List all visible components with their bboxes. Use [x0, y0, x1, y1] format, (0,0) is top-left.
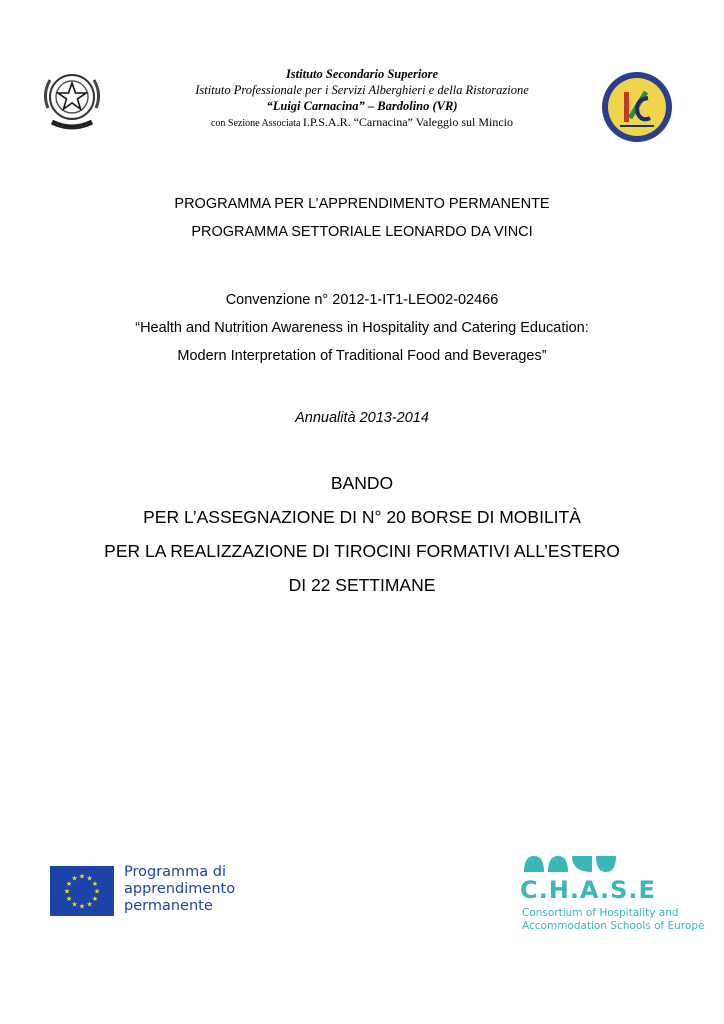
eu-flag-icon — [50, 866, 114, 916]
eu-text-line-2: apprendimento — [124, 881, 236, 897]
chase-subtitle-line-2: Accommodation Schools of Europe — [522, 920, 705, 932]
school-header — [160, 66, 564, 132]
header-line-4-main: I.P.S.A.R. “Carnacina” Valeggio sul Mincio — [302, 115, 513, 129]
eu-star-icon: ★ — [65, 881, 73, 888]
chase-subtitle — [522, 907, 704, 933]
chase-subtitle-line-1: Consortium of Hospitality and — [522, 907, 679, 919]
bando-line-3: PER LA REALIZZAZIONE DI TIROCINI FORMATIVI ALL’ESTERO — [104, 541, 620, 561]
bando-line-4: DI 22 SETTIMANE — [288, 575, 436, 595]
convention-title-line-2: Modern Interpretation of Traditional Food and Beverages” — [177, 348, 547, 364]
annuality: Annualità 2013-2014 — [295, 410, 429, 426]
eu-star-icon: ★ — [91, 896, 99, 903]
eu-star-icon: ★ — [86, 901, 93, 909]
italian-republic-emblem-icon — [40, 64, 104, 134]
program-line-2: PROGRAMMA SETTORIALE LEONARDO DA VINCI — [191, 224, 533, 240]
eu-star-icon: ★ — [91, 881, 99, 888]
program-line-1: PROGRAMMA PER L’APPRENDIMENTO PERMANENTE — [174, 196, 550, 212]
ipsar-school-logo-icon — [600, 70, 674, 144]
eu-text-line-3: permanente — [124, 898, 213, 914]
header-line-1: Istituto Secondario Superiore — [285, 67, 439, 81]
eu-programme-logo-text — [124, 864, 235, 915]
header-line-4 — [160, 114, 564, 132]
eu-star-icon: ★ — [71, 901, 78, 909]
convention-number: Convenzione n° 2012-1-IT1-LEO02-02466 — [225, 292, 499, 308]
eu-star-icon: ★ — [78, 903, 86, 911]
bando-line-2: PER L’ASSEGNAZIONE DI N° 20 BORSE DI MOBILITÀ — [143, 507, 581, 527]
eu-star-icon: ★ — [93, 888, 101, 896]
header-line-3: “Luigi Carnacina” – Bardolino (VR) — [266, 99, 458, 113]
bando-title — [0, 466, 724, 602]
eu-star-icon: ★ — [65, 896, 73, 903]
convention-block — [0, 286, 724, 370]
header-line-4-prefix: con Sezione Associata — [210, 118, 301, 129]
header-line-2: Istituto Professionale per i Servizi Alberghieri e della Ristorazione — [195, 83, 529, 97]
eu-star-icon: ★ — [71, 875, 78, 883]
convention-title-line-1: “Health and Nutrition Awareness in Hospitality and Catering Education: — [135, 320, 589, 336]
eu-star-icon: ★ — [86, 875, 93, 883]
eu-star-icon: ★ — [78, 873, 86, 881]
eu-text-line-1: Programma di — [124, 864, 227, 880]
chase-wordmark: C.H.A.S.E — [520, 876, 656, 904]
program-title — [0, 190, 724, 246]
bando-line-1: BANDO — [330, 473, 394, 493]
eu-star-icon: ★ — [63, 888, 71, 896]
